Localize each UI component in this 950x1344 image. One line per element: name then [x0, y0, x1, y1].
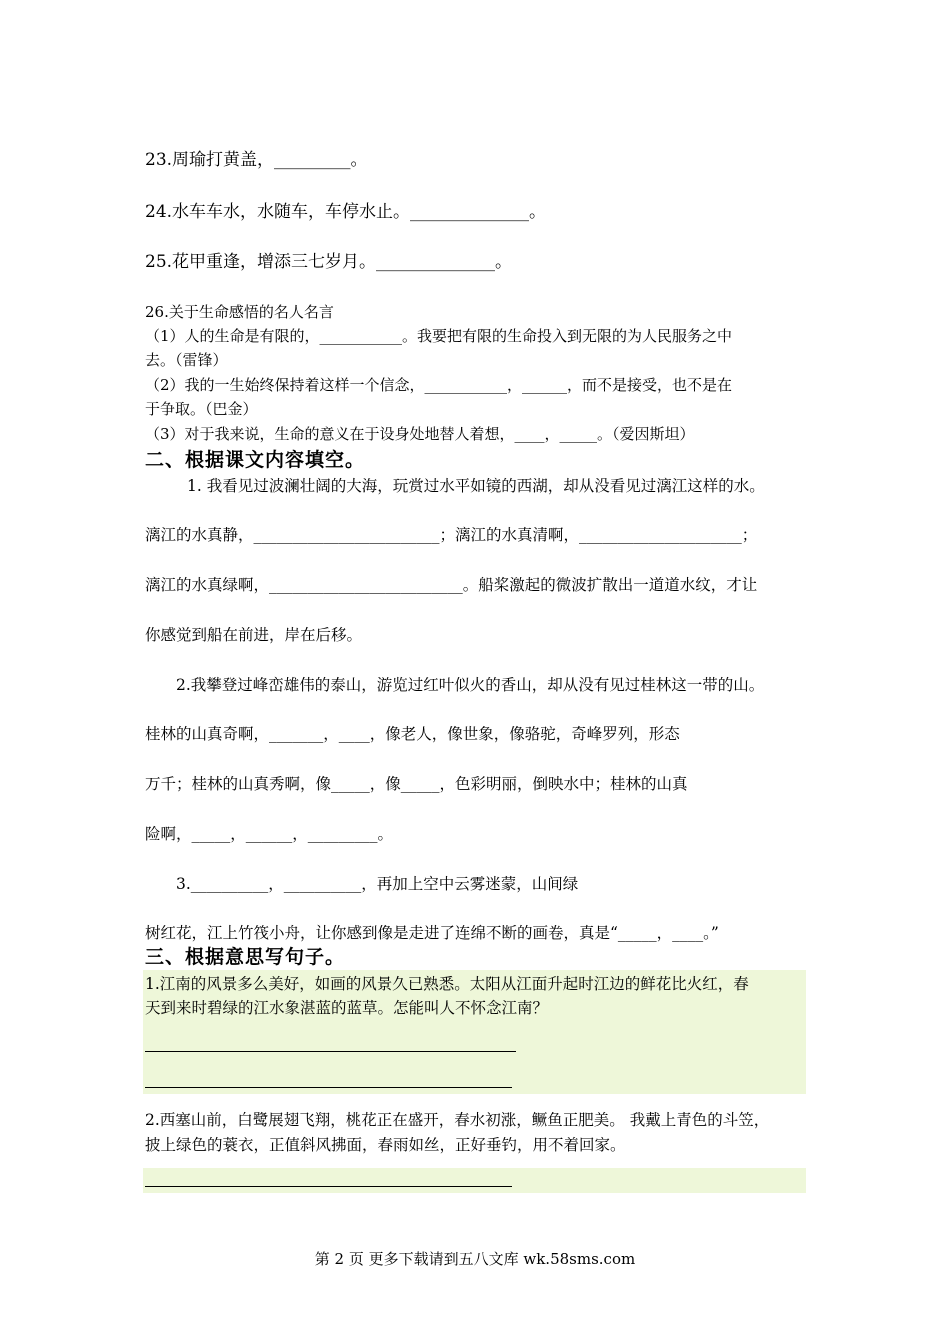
question-26-1-line-1: （1）人的生命是有限的，___________。我要把有限的生命投入到无限的为人民服务之中 — [145, 327, 733, 345]
section-2-p2-line-4: 险啊，_____，______，_________。 — [145, 825, 394, 843]
section-2-p1-line-3: 漓江的水真绿啊，_________________________。船桨激起的微波扩散出一道道水纹，才让 — [145, 576, 758, 594]
section-2-p1-line-1: 1. 我看见过波澜壮阔的大海，玩赏过水平如镜的西湖，却从没看见过漓江这样的水。 — [187, 477, 765, 495]
question-26-1-line-2: 去。（雷锋） — [145, 351, 228, 369]
section-2-p2-line-1: 2.我攀登过峰峦雄伟的泰山，游览过红叶似火的香山，却从没有见过桂林这一带的山。 — [176, 676, 765, 694]
question-26-2-line-1: （2）我的一生始终保持着这样一个信念，___________，______，而不是接受，也不是在 — [145, 376, 733, 394]
page-footer: 第 2 页 更多下载请到五八文库 wk.58sms.com — [314, 1250, 636, 1268]
answer-line[interactable] — [145, 1186, 512, 1187]
section-2-p1-line-4: 你感觉到船在前进，岸在后移。 — [145, 626, 363, 644]
section-2-p3-line-1: 3.__________，__________，再加上空中云雾迷蒙，山间绿 — [176, 875, 579, 893]
section-3-heading: 三、根据意思写句子。 — [145, 946, 346, 968]
answer-line[interactable] — [145, 1087, 512, 1088]
question-25: 25.花甲重逢，增添三七岁月。______________。 — [145, 252, 513, 272]
section-3-q2-line-1: 2.西塞山前，白鹭展翅飞翔，桃花正在盛开，春水初涨，鳜鱼正肥美。 我戴上青色的斗笠， — [145, 1111, 770, 1129]
section-2-heading: 二、根据课文内容填空。 — [145, 449, 366, 471]
section-2-p3-line-2: 树红花，江上竹筏小舟，让你感到像是走进了连绵不断的画卷，真是“_____，____。” — [145, 924, 719, 942]
question-23: 23.周瑜打黄盖，_________。 — [145, 150, 368, 170]
answer-area-2 — [143, 1168, 806, 1193]
section-2-p2-line-3: 万千；桂林的山真秀啊，像_____，像_____，色彩明丽，倒映水中；桂林的山真 — [145, 775, 688, 793]
section-2-p1-line-2: 漓江的水真静，________________________；漓江的水真清啊，_____________________； — [145, 526, 758, 544]
section-3-q1-line-2: 天到来时碧绿的江水象湛蓝的蓝草。怎能叫人不怀念江南？ — [145, 999, 549, 1017]
question-26-title: 26.关于生命感悟的名人名言 — [145, 303, 334, 321]
question-26-3: （3）对于我来说，生命的意义在于设身处地替人着想，____，_____。（爱因斯坦） — [145, 425, 695, 443]
section-3-q2-line-2: 披上绿色的蓑衣，正值斜风拂面，春雨如丝，正好垂钓，用不着回家。 — [145, 1136, 626, 1154]
section-2-p2-line-2: 桂林的山真奇啊，_______，____，像老人，像世象，像骆驼，奇峰罗列，形态 — [145, 725, 680, 743]
question-26-2-line-2: 于争取。（巴金） — [145, 400, 258, 418]
answer-line[interactable] — [145, 1051, 516, 1052]
question-24: 24.水车车水，水随车，车停水止。______________。 — [145, 202, 547, 222]
section-3-q1-line-1: 1.江南的风景多么美好，如画的风景久已熟悉。太阳从江面升起时江边的鲜花比火红，春 — [145, 975, 749, 993]
